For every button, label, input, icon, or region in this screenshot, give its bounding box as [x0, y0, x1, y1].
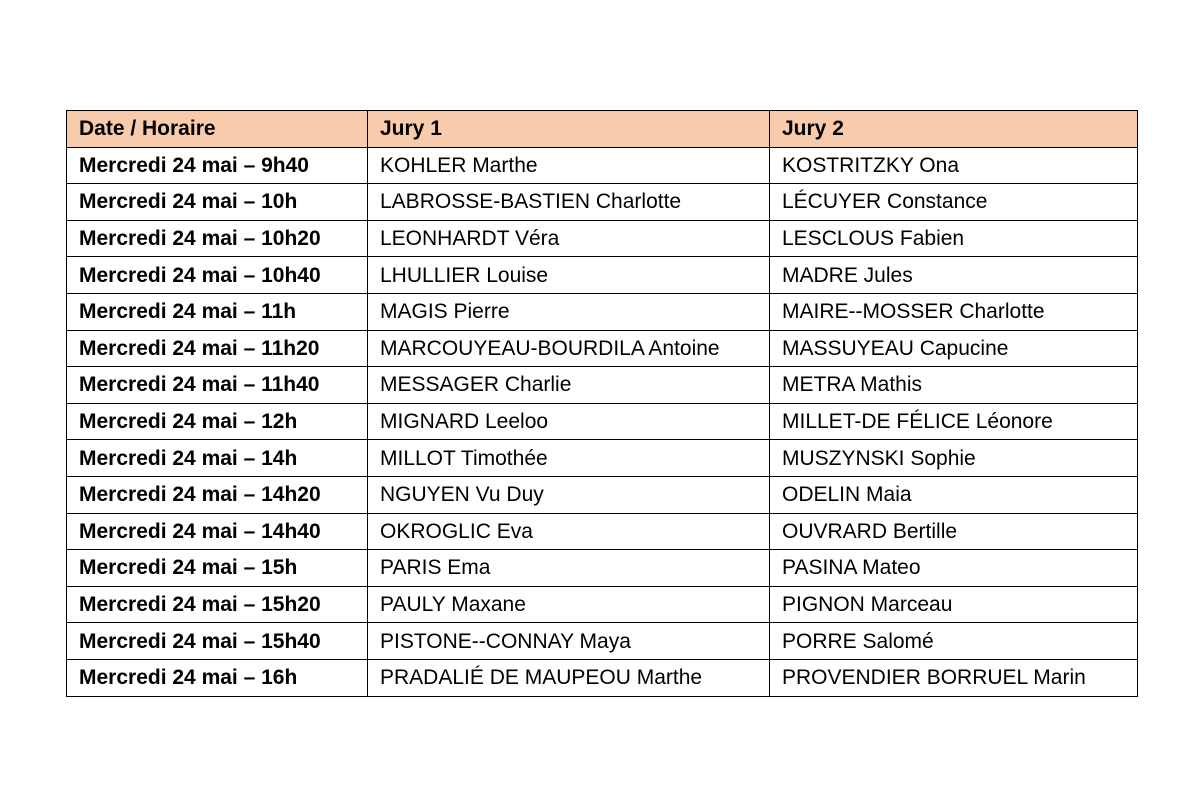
jury-1-candidate-cell: LEONHARDT Véra — [368, 220, 770, 257]
header-jury-1: Jury 1 — [368, 111, 770, 148]
table-row — [67, 184, 1138, 221]
jury-2-candidate-cell: MAIRE--MOSSER Charlotte — [770, 293, 1138, 330]
date-cell: Mercredi 24 mai – 11h40 — [67, 367, 368, 404]
table-row — [67, 330, 1138, 367]
jury-1-candidate-cell: MARCOUYEAU-BOURDILA Antoine — [368, 330, 770, 367]
date-cell: Mercredi 24 mai – 10h — [67, 184, 368, 221]
table-row — [67, 403, 1138, 440]
table-row — [67, 586, 1138, 623]
jury-2-candidate-cell: MILLET-DE FÉLICE Léonore — [770, 403, 1138, 440]
table-row — [67, 550, 1138, 587]
table-row — [67, 257, 1138, 294]
jury-1-candidate-cell: MESSAGER Charlie — [368, 367, 770, 404]
jury-1-candidate-cell: PAULY Maxane — [368, 586, 770, 623]
table-body — [67, 147, 1138, 696]
jury-2-candidate-cell: PIGNON Marceau — [770, 586, 1138, 623]
header-jury-2: Jury 2 — [770, 111, 1138, 148]
date-cell: Mercredi 24 mai – 10h40 — [67, 257, 368, 294]
jury-2-candidate-cell: MASSUYEAU Capucine — [770, 330, 1138, 367]
table-row — [67, 293, 1138, 330]
jury-1-candidate-cell: PRADALIÉ DE MAUPEOU Marthe — [368, 659, 770, 696]
jury-2-candidate-cell: LESCLOUS Fabien — [770, 220, 1138, 257]
jury-1-candidate-cell: PARIS Ema — [368, 550, 770, 587]
jury-2-candidate-cell: LÉCUYER Constance — [770, 184, 1138, 221]
date-cell: Mercredi 24 mai – 15h20 — [67, 586, 368, 623]
header-date-horaire: Date / Horaire — [67, 111, 368, 148]
jury-1-candidate-cell: MILLOT Timothée — [368, 440, 770, 477]
jury-1-candidate-cell: PISTONE--CONNAY Maya — [368, 623, 770, 660]
header-row — [67, 111, 1138, 148]
jury-1-candidate-cell: MIGNARD Leeloo — [368, 403, 770, 440]
jury-1-candidate-cell: LHULLIER Louise — [368, 257, 770, 294]
table-row — [67, 367, 1138, 404]
date-cell: Mercredi 24 mai – 14h — [67, 440, 368, 477]
date-cell: Mercredi 24 mai – 9h40 — [67, 147, 368, 184]
date-cell: Mercredi 24 mai – 14h20 — [67, 476, 368, 513]
jury-2-candidate-cell: METRA Mathis — [770, 367, 1138, 404]
jury-2-candidate-cell: PASINA Mateo — [770, 550, 1138, 587]
jury-2-candidate-cell: PORRE Salomé — [770, 623, 1138, 660]
jury-2-candidate-cell: ODELIN Maia — [770, 476, 1138, 513]
date-cell: Mercredi 24 mai – 12h — [67, 403, 368, 440]
date-cell: Mercredi 24 mai – 14h40 — [67, 513, 368, 550]
table-row — [67, 147, 1138, 184]
date-cell: Mercredi 24 mai – 15h40 — [67, 623, 368, 660]
table-row — [67, 476, 1138, 513]
date-cell: Mercredi 24 mai – 15h — [67, 550, 368, 587]
table-row — [67, 513, 1138, 550]
table-row — [67, 623, 1138, 660]
jury-2-candidate-cell: OUVRARD Bertille — [770, 513, 1138, 550]
jury-1-candidate-cell: OKROGLIC Eva — [368, 513, 770, 550]
jury-2-candidate-cell: MADRE Jules — [770, 257, 1138, 294]
table-header — [67, 111, 1138, 148]
jury-1-candidate-cell: KOHLER Marthe — [368, 147, 770, 184]
jury-2-candidate-cell: PROVENDIER BORRUEL Marin — [770, 659, 1138, 696]
date-cell: Mercredi 24 mai – 11h — [67, 293, 368, 330]
date-cell: Mercredi 24 mai – 11h20 — [67, 330, 368, 367]
table-row — [67, 440, 1138, 477]
date-cell: Mercredi 24 mai – 10h20 — [67, 220, 368, 257]
jury-1-candidate-cell: NGUYEN Vu Duy — [368, 476, 770, 513]
schedule-table — [66, 110, 1138, 697]
jury-2-candidate-cell: KOSTRITZKY Ona — [770, 147, 1138, 184]
jury-1-candidate-cell: MAGIS Pierre — [368, 293, 770, 330]
table-row — [67, 659, 1138, 696]
jury-1-candidate-cell: LABROSSE-BASTIEN Charlotte — [368, 184, 770, 221]
date-cell: Mercredi 24 mai – 16h — [67, 659, 368, 696]
jury-2-candidate-cell: MUSZYNSKI Sophie — [770, 440, 1138, 477]
table-row — [67, 220, 1138, 257]
